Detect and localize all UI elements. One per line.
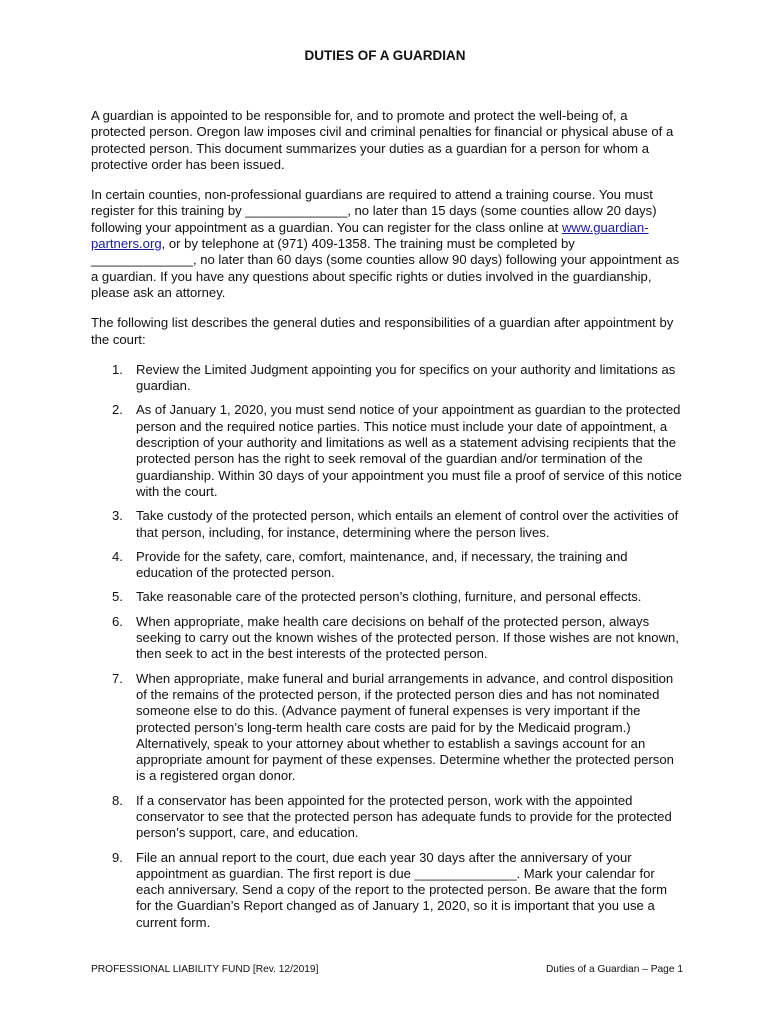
list-intro-paragraph: The following list describes the general duties and responsibilities of a guardian after appointment by the court: — [91, 315, 674, 347]
duty-number: 1. — [112, 361, 123, 377]
page-title: DUTIES OF A GUARDIAN — [304, 48, 466, 63]
guardian-partners-link[interactable]: www.guardian-partners.org — [91, 219, 649, 252]
training-paragraph — [91, 187, 684, 301]
duty-number: 8. — [112, 792, 123, 808]
duty-text: When appropriate, make funeral and burial arrangements in advance, and control disposition of the remains of the protected person, if the protected person dies and has not nominated someone else to do this. (Advance payment of funeral expenses is very important if the protected person’s long-term health care costs are paid for by the Medicaid program.) Alternatively, speak to your attorney about whether to establish a savings account for an appropriate amount for payment of these expenses. Determine whether the protected person is a registered organ donor. — [136, 670, 674, 784]
document-body — [91, 108, 684, 939]
duty-text: When appropriate, make health care decisions on behalf of the protected person, always seeking to carry out the known wishes of the protected person. If those wishes are not known, then seek to act in the best interests of the protected person. — [136, 613, 679, 662]
duty-item — [91, 793, 684, 842]
duty-number: 4. — [112, 548, 123, 564]
duty-text: Review the Limited Judgment appointing you for specifics on your authority and limitations as guardian. — [136, 361, 676, 394]
duty-text: If a conservator has been appointed for the protected person, work with the appointed conservator to see that the protected person has adequate funds to provide for the protected person’s support, care, and education. — [136, 792, 672, 841]
intro-paragraph: A guardian is appointed to be responsible for, and to promote and protect the well-being of, a protected person. Oregon law imposes civil and criminal penalties for financial or physical abuse of a protected person. This document summarizes your duties as a guardian for a person for whom a protective order has been issued. — [91, 108, 674, 172]
duty-number: 3. — [112, 508, 123, 524]
duty-text: Take reasonable care of the protected person’s clothing, furniture, and personal effects. — [136, 589, 642, 605]
duty-text: Take custody of the protected person, which entails an element of control over the activities of that person, including, for instance, determining where the person lives. — [136, 508, 679, 540]
duties-list — [91, 362, 684, 931]
training-text-part1: In certain counties, non-professional guardians are required to attend a training course. You must register for this training by ______________, no later than 15 days (some counties allow 20 days) following your appointment as a guardian. You can register for the class online at — [91, 187, 657, 235]
duty-text: As of January 1, 2020, you must send notice of your appointment as guardian to the protected person and the required notice parties. This notice must include your date of appointment, a description of your authority and limitations as well as a statement advising recipients that the protected person has the right to seek removal of the guardian and/or termination of the guardianship. Within 30 days of your appointment you must file a proof of service of this notice with the court. — [136, 402, 682, 499]
duty-item — [91, 850, 684, 931]
duty-item — [91, 589, 684, 605]
duty-text: File an annual report to the court, due each year 30 days after the anniversary of your appointment as guardian. The first report is due ______________. Mark your calendar for each anniversary. Send a copy of the report to the protected person. Be aware that the form for the Guardian’s Report changed as of January 1, 2020, so it is important that you use a current form. — [136, 849, 668, 930]
page-footer — [91, 964, 683, 975]
duty-item — [91, 508, 684, 541]
duty-number: 5. — [112, 589, 123, 605]
duty-item — [91, 549, 684, 582]
duty-number: 7. — [112, 670, 123, 686]
footer-page-number: Duties of a Guardian – Page 1 — [545, 964, 683, 975]
duty-item — [91, 362, 684, 395]
duty-text: Provide for the safety, care, comfort, maintenance, and, if necessary, the training and education of the protected person. — [136, 548, 628, 581]
duty-number: 6. — [112, 613, 123, 629]
training-text-part2: , or by telephone at (971) 409-1358. The training must be completed by ______________, no later than 60 days (some counties allow 90 days) following your appointment as a guardian. If you have any questions about specific rights or duties involved in the guardianship, please ask an attorney. — [91, 236, 680, 300]
duty-item — [91, 402, 684, 500]
footer-left: PROFESSIONAL LIABILITY FUND [Rev. 12/2019] — [91, 964, 319, 975]
duty-number: 9. — [112, 849, 123, 865]
duty-item — [91, 671, 684, 785]
duty-item — [91, 614, 684, 663]
duty-number: 2. — [112, 402, 123, 418]
